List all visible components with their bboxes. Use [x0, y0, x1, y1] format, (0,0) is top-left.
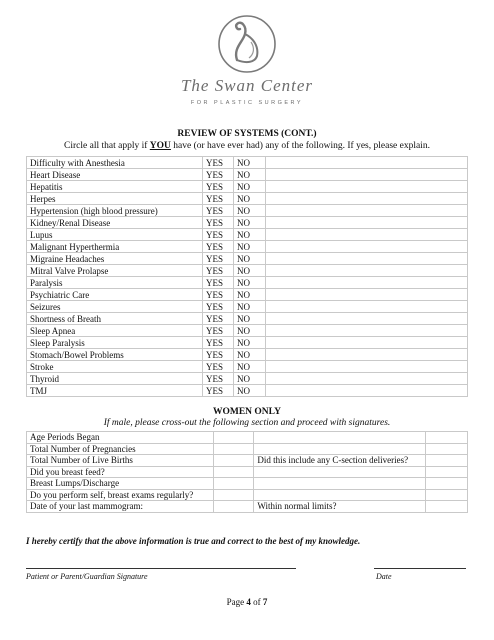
certification-statement: I hereby certify that the above information is true and correct to the best of my knowledge.: [26, 536, 361, 546]
yes-option[interactable]: YES: [203, 169, 234, 181]
no-option[interactable]: NO: [234, 241, 266, 253]
review-instruction: [0, 141, 494, 151]
explain-field[interactable]: [266, 217, 468, 229]
yes-option[interactable]: YES: [203, 289, 234, 301]
women-only-table: [26, 431, 468, 513]
explain-field[interactable]: [266, 277, 468, 289]
explain-field[interactable]: [266, 181, 468, 193]
condition-label: Migraine Headaches: [27, 253, 203, 265]
followup-label: [254, 466, 425, 478]
no-option[interactable]: NO: [234, 361, 266, 373]
no-option[interactable]: NO: [234, 337, 266, 349]
ros-row: [27, 289, 468, 301]
ros-row: [27, 265, 468, 277]
condition-label: Stroke: [27, 361, 203, 373]
page-number: [0, 597, 494, 607]
review-title: REVIEW OF SYSTEMS (CONT.): [177, 129, 317, 139]
explain-field[interactable]: [266, 157, 468, 169]
women-row: [27, 466, 468, 478]
women-row: [27, 478, 468, 490]
no-option[interactable]: NO: [234, 265, 266, 277]
signature-line[interactable]: [26, 568, 296, 569]
explain-field[interactable]: [266, 337, 468, 349]
ros-row: [27, 217, 468, 229]
yes-option[interactable]: YES: [203, 337, 234, 349]
yes-option[interactable]: YES: [203, 157, 234, 169]
instruction-post: have (or have ever had) any of the following. If yes, please explain.: [170, 141, 430, 151]
yes-option[interactable]: YES: [203, 181, 234, 193]
condition-label: Mitral Valve Prolapse: [27, 265, 203, 277]
yes-option[interactable]: YES: [203, 349, 234, 361]
swan-center-logo: [0, 8, 494, 106]
question-label: Total Number of Live Births: [27, 455, 214, 467]
explain-field[interactable]: [266, 205, 468, 217]
followup-answer-field[interactable]: [425, 455, 467, 467]
ros-row: [27, 253, 468, 265]
ros-row: [27, 373, 468, 385]
answer-field[interactable]: [213, 501, 253, 513]
ros-row: [27, 229, 468, 241]
no-option[interactable]: NO: [234, 385, 266, 397]
answer-field[interactable]: [213, 432, 253, 444]
yes-option[interactable]: YES: [203, 265, 234, 277]
explain-field[interactable]: [266, 385, 468, 397]
question-label: Total Number of Pregnancies: [27, 443, 214, 455]
ros-row: [27, 325, 468, 337]
followup-label: Did this include any C-section deliveries?: [254, 455, 425, 467]
condition-label: Thyroid: [27, 373, 203, 385]
no-option[interactable]: NO: [234, 217, 266, 229]
no-option[interactable]: NO: [234, 253, 266, 265]
swan-icon: [207, 8, 287, 78]
yes-option[interactable]: YES: [203, 325, 234, 337]
logo-subtitle: FOR PLASTIC SURGERY: [190, 100, 304, 106]
ros-row: [27, 193, 468, 205]
question-label: Breast Lumps/Discharge: [27, 478, 214, 490]
condition-label: Sleep Paralysis: [27, 337, 203, 349]
explain-field[interactable]: [266, 193, 468, 205]
women-instruction: If male, please cross-out the following section and proceed with signatures.: [103, 418, 391, 428]
explain-field[interactable]: [266, 265, 468, 277]
explain-field[interactable]: [266, 289, 468, 301]
date-label: Date: [376, 572, 392, 581]
answer-field[interactable]: [213, 478, 253, 490]
logo-name: The Swan Center: [180, 76, 314, 95]
explain-field[interactable]: [266, 253, 468, 265]
no-option[interactable]: NO: [234, 205, 266, 217]
explain-field[interactable]: [266, 325, 468, 337]
followup-label: Within normal limits?: [254, 501, 425, 513]
explain-field[interactable]: [266, 373, 468, 385]
question-label: Age Periods Began: [27, 432, 214, 444]
women-row: [27, 501, 468, 513]
condition-label: Sleep Apnea: [27, 325, 203, 337]
followup-answer-field[interactable]: [425, 489, 467, 501]
yes-option[interactable]: YES: [203, 313, 234, 325]
ros-row: [27, 169, 468, 181]
no-option[interactable]: NO: [234, 181, 266, 193]
no-option[interactable]: NO: [234, 229, 266, 241]
explain-field[interactable]: [266, 301, 468, 313]
explain-field[interactable]: [266, 241, 468, 253]
page-prefix: Page: [226, 597, 247, 607]
yes-option[interactable]: YES: [203, 217, 234, 229]
yes-option[interactable]: YES: [203, 361, 234, 373]
ros-row: [27, 205, 468, 217]
no-option[interactable]: NO: [234, 349, 266, 361]
condition-label: Lupus: [27, 229, 203, 241]
review-of-systems-table: [26, 156, 468, 397]
signature-label: Patient or Parent/Guardian Signature: [26, 572, 148, 581]
ros-row: [27, 337, 468, 349]
no-option[interactable]: NO: [234, 289, 266, 301]
condition-label: Hypertension (high blood pressure): [27, 205, 203, 217]
followup-label: [254, 489, 425, 501]
condition-label: Malignant Hyperthermia: [27, 241, 203, 253]
page-total: 7: [262, 597, 268, 607]
ros-row: [27, 301, 468, 313]
condition-label: Psychiatric Care: [27, 289, 203, 301]
explain-field[interactable]: [266, 313, 468, 325]
page-current: 4: [246, 597, 251, 607]
ros-row: [27, 181, 468, 193]
followup-answer-field[interactable]: [425, 432, 467, 444]
yes-option[interactable]: YES: [203, 277, 234, 289]
women-only-title: WOMEN ONLY: [212, 407, 281, 417]
ros-row: [27, 157, 468, 169]
condition-label: Stomach/Bowel Problems: [27, 349, 203, 361]
ros-row: [27, 241, 468, 253]
instruction-pre: Circle all that apply if: [64, 141, 150, 151]
explain-field[interactable]: [266, 361, 468, 373]
followup-label: [254, 432, 425, 444]
no-option[interactable]: NO: [234, 373, 266, 385]
no-option[interactable]: NO: [234, 169, 266, 181]
condition-label: Paralysis: [27, 277, 203, 289]
yes-option[interactable]: YES: [203, 229, 234, 241]
page-middle: of: [250, 597, 263, 607]
condition-label: Shortness of Breath: [27, 313, 203, 325]
ros-row: [27, 361, 468, 373]
condition-label: Heart Disease: [27, 169, 203, 181]
ros-row: [27, 277, 468, 289]
women-row: [27, 455, 468, 467]
followup-label: [254, 443, 425, 455]
yes-option[interactable]: YES: [203, 385, 234, 397]
condition-label: Hepatitis: [27, 181, 203, 193]
answer-field[interactable]: [213, 466, 253, 478]
yes-option[interactable]: YES: [203, 205, 234, 217]
yes-option[interactable]: YES: [203, 193, 234, 205]
followup-answer-field[interactable]: [425, 501, 467, 513]
condition-label: Difficulty with Anesthesia: [27, 157, 203, 169]
followup-answer-field[interactable]: [425, 478, 467, 490]
explain-field[interactable]: [266, 229, 468, 241]
no-option[interactable]: NO: [234, 193, 266, 205]
question-label: Did you breast feed?: [27, 466, 214, 478]
yes-option[interactable]: YES: [203, 373, 234, 385]
yes-option[interactable]: YES: [203, 301, 234, 313]
followup-label: [254, 478, 425, 490]
explain-field[interactable]: [266, 169, 468, 181]
explain-field[interactable]: [266, 349, 468, 361]
no-option[interactable]: NO: [234, 157, 266, 169]
women-row: [27, 443, 468, 455]
followup-answer-field[interactable]: [425, 466, 467, 478]
condition-label: Seizures: [27, 301, 203, 313]
women-row: [27, 489, 468, 501]
answer-field[interactable]: [213, 455, 253, 467]
condition-label: Kidney/Renal Disease: [27, 217, 203, 229]
no-option[interactable]: NO: [234, 301, 266, 313]
question-label: Do you perform self, breast exams regularly?: [27, 489, 214, 501]
no-option[interactable]: NO: [234, 313, 266, 325]
answer-field[interactable]: [213, 443, 253, 455]
ros-row: [27, 349, 468, 361]
instruction-you: YOU: [149, 141, 171, 151]
question-label: Date of your last mammogram:: [27, 501, 214, 513]
answer-field[interactable]: [213, 489, 253, 501]
women-row: [27, 432, 468, 444]
yes-option[interactable]: YES: [203, 241, 234, 253]
ros-row: [27, 313, 468, 325]
no-option[interactable]: NO: [234, 325, 266, 337]
followup-answer-field[interactable]: [425, 443, 467, 455]
date-line[interactable]: [374, 568, 466, 569]
no-option[interactable]: NO: [234, 277, 266, 289]
condition-label: Herpes: [27, 193, 203, 205]
ros-row: [27, 385, 468, 397]
yes-option[interactable]: YES: [203, 253, 234, 265]
condition-label: TMJ: [27, 385, 203, 397]
